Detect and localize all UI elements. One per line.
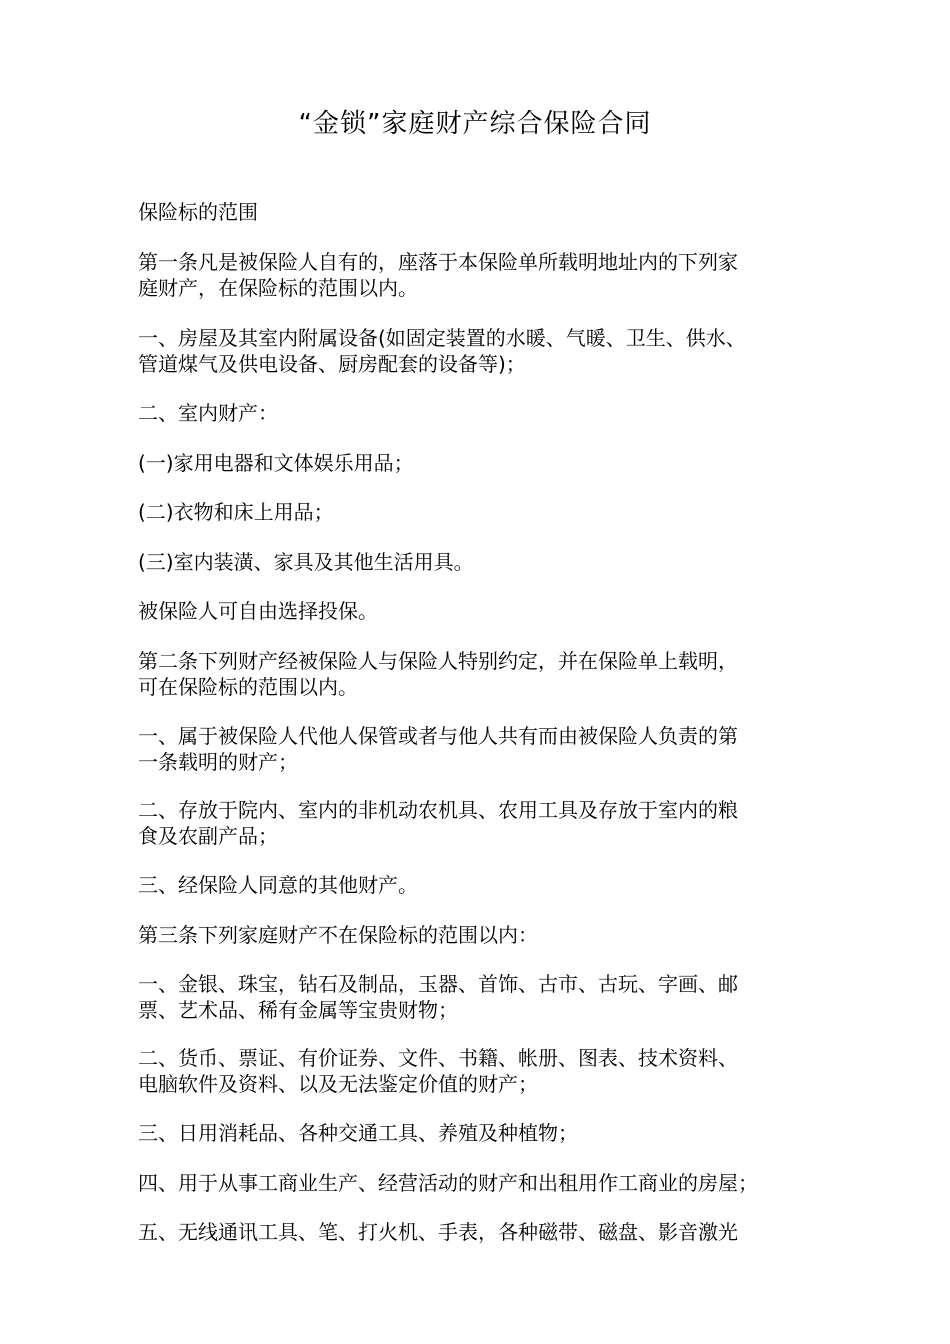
paragraph-line: (三)室内装潢、家具及其他生活用具。 <box>138 550 474 574</box>
paragraph-line: 一、属于被保险人代他人保管或者与他人共有而由被保险人负责的第 <box>138 724 738 748</box>
paragraph-line: 第三条下列家庭财产不在保险标的范围以内： <box>138 923 538 947</box>
paragraph-line: 第二条下列财产经被保险人与保险人特别约定，并在保险单上载明， <box>138 649 738 673</box>
paragraph-line: 五、无线通讯工具、笔、打火机、手表，各种磁带、磁盘、影音激光 <box>138 1220 738 1244</box>
paragraph-line: 被保险人可自由选择投保。 <box>138 599 378 623</box>
document-title: “金锁”家庭财产综合保险合同 <box>298 109 652 139</box>
clause-paragraph <box>138 797 838 849</box>
paragraph-line: (二)衣物和床上用品； <box>138 500 334 524</box>
clause-paragraph <box>138 1120 838 1146</box>
section-heading <box>138 199 838 225</box>
paragraph-line: 一、金银、珠宝，钻石及制品，玉器、首饰、古市、古玩、字画、邮 <box>138 972 738 996</box>
clause-paragraph <box>138 1219 838 1245</box>
clause-paragraph <box>138 723 838 775</box>
clause-paragraph <box>138 872 838 898</box>
paragraph-line: 票、艺术品、稀有金属等宝贵财物； <box>138 998 458 1022</box>
note-paragraph <box>138 598 838 624</box>
article-paragraph <box>138 922 838 948</box>
paragraph-line: 二、货币、票证、有价证券、文件、书籍、帐册、图表、技术资料、 <box>138 1046 738 1070</box>
paragraph-line: 庭财产，在保险标的范围以内。 <box>138 276 418 300</box>
paragraph-line: 三、日用消耗品、各种交通工具、养殖及种植物； <box>138 1121 578 1145</box>
clause-paragraph <box>138 1045 838 1097</box>
paragraph-line: 一条载明的财产； <box>138 750 298 774</box>
paragraph-line: 电脑软件及资料、以及无法鉴定价值的财产； <box>138 1072 538 1096</box>
clause-paragraph <box>138 400 838 426</box>
article-paragraph <box>138 249 838 301</box>
clause-paragraph <box>138 325 838 377</box>
paragraph-line: 四、用于从事工商业生产、经营活动的财产和出租用作工商业的房屋； <box>138 1171 758 1195</box>
sub-clause-paragraph <box>138 549 838 575</box>
paragraph-line: 可在保险标的范围以内。 <box>138 675 358 699</box>
clause-paragraph <box>138 971 838 1023</box>
sub-clause-paragraph <box>138 499 838 525</box>
paragraph-line: 保险标的范围 <box>138 200 258 224</box>
article-paragraph <box>138 648 838 700</box>
sub-clause-paragraph <box>138 450 838 476</box>
paragraph-line: 二、存放于院内、室内的非机动农机具、农用工具及存放于室内的粮 <box>138 798 738 822</box>
paragraph-line: 第一条凡是被保险人自有的，座落于本保险单所载明地址内的下列家 <box>138 250 738 274</box>
clause-paragraph <box>138 1170 838 1196</box>
paragraph-line: 管道煤气及供电设备、厨房配套的设备等)； <box>138 352 526 376</box>
paragraph-line: 一、房屋及其室内附属设备(如固定装置的水暖、气暖、卫生、供水、 <box>138 326 746 350</box>
paragraph-line: 三、经保险人同意的其他财产。 <box>138 873 418 897</box>
paragraph-line: 二、室内财产： <box>138 401 278 425</box>
paragraph-line: (一)家用电器和文体娱乐用品； <box>138 451 414 475</box>
paragraph-line: 食及农副产品； <box>138 824 278 848</box>
